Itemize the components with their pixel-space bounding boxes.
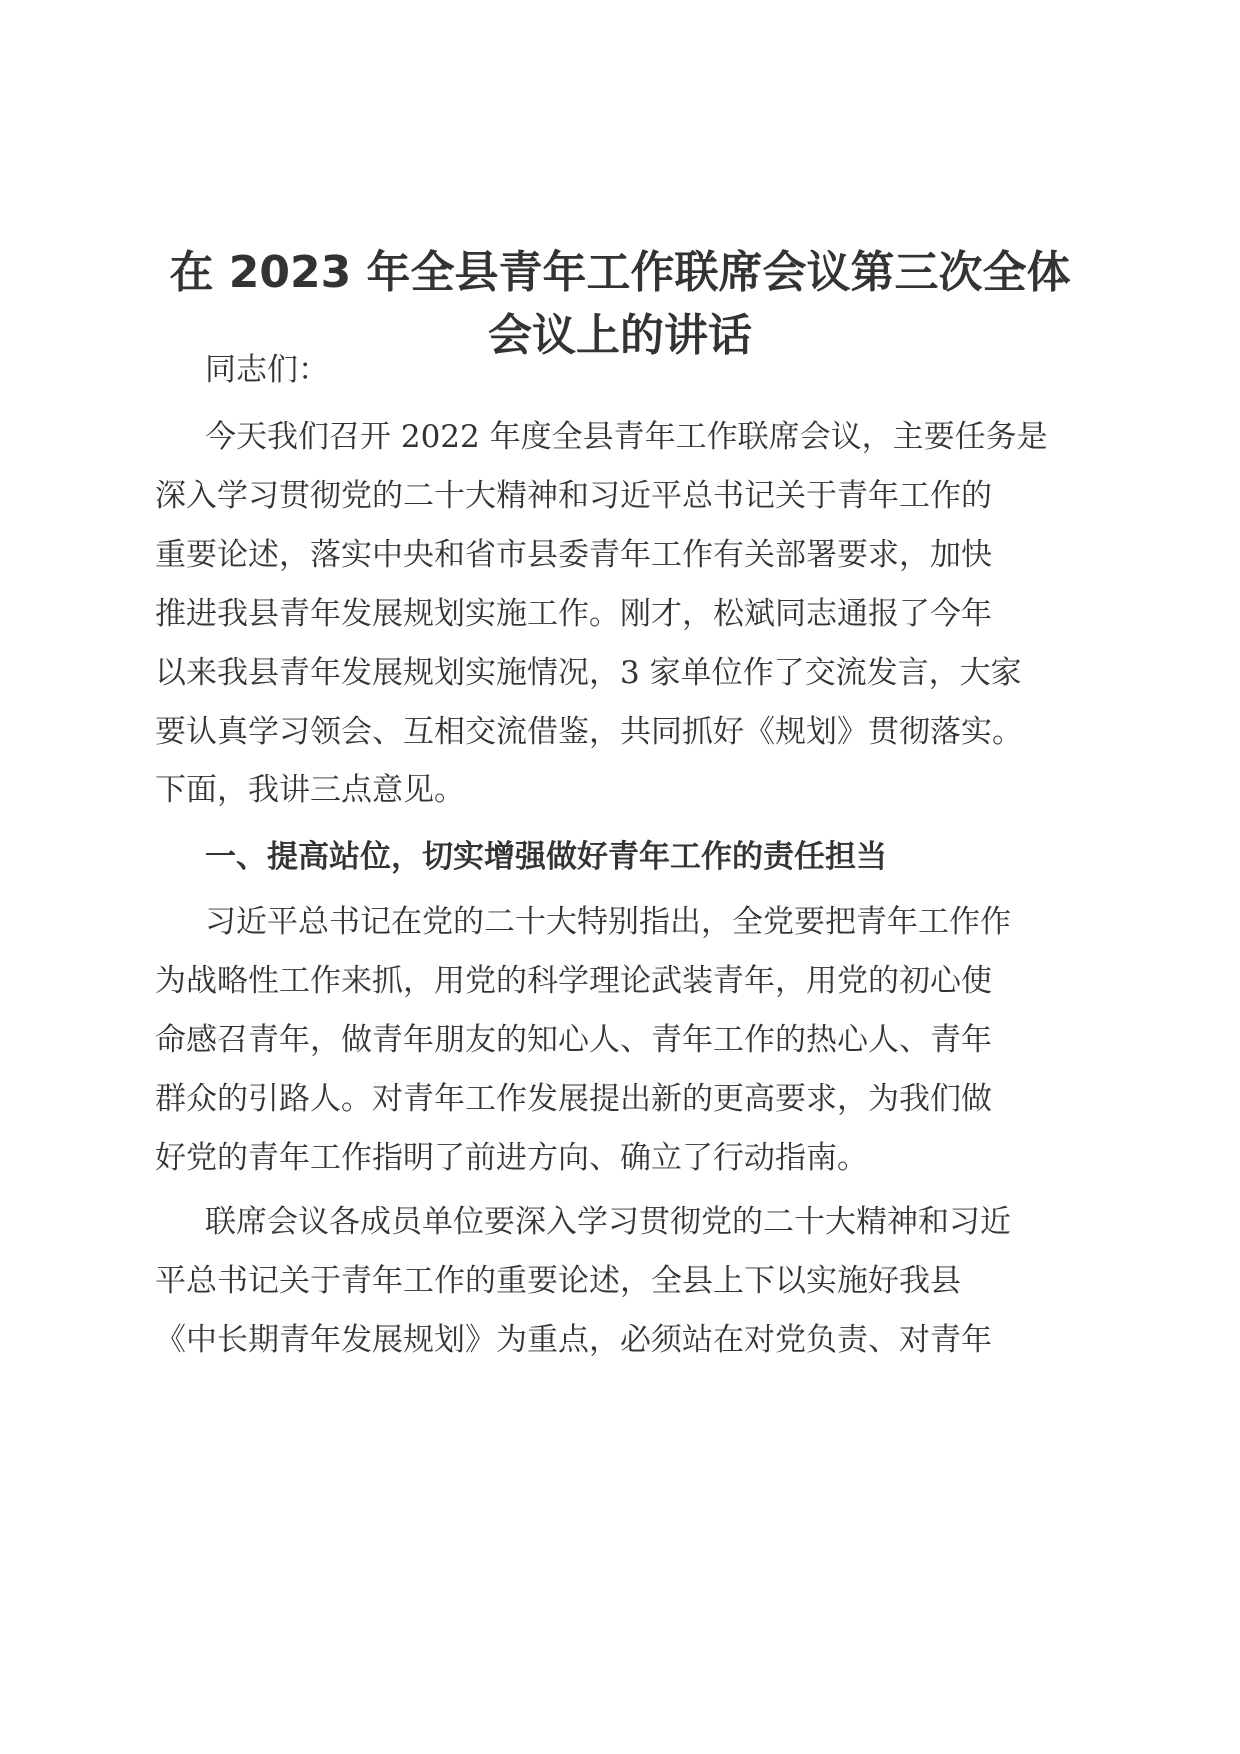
document-title-line-1: 在 2023 年全县青年工作联席会议第三次全体	[169, 247, 1071, 298]
para3-line: 《中长期青年发展规划》为重点，必须站在对党负责、对青年	[155, 1322, 992, 1358]
para3-line: 平总书记关于青年工作的重要论述，全县上下以实施好我县	[155, 1263, 961, 1299]
para2-line: 群众的引路人。对青年工作发展提出新的更高要求，为我们做	[155, 1081, 992, 1117]
para3-line: 联席会议各成员单位要深入学习贯彻党的二十大精神和习近	[205, 1204, 1011, 1240]
salutation: 同志们：	[205, 352, 329, 388]
para1-line: 深入学习贯彻党的二十大精神和习近平总书记关于青年工作的	[155, 478, 992, 514]
para1-line: 今天我们召开 2022 年度全县青年工作联席会议，主要任务是	[205, 419, 1048, 455]
para1-line: 重要论述，落实中央和省市县委青年工作有关部署要求，加快	[155, 537, 992, 573]
para2-line: 习近平总书记在党的二十大特别指出，全党要把青年工作作	[205, 904, 1011, 940]
para1-line: 要认真学习领会、互相交流借鉴，共同抓好《规划》贯彻落实。	[155, 714, 1023, 750]
para2-line: 命感召青年，做青年朋友的知心人、青年工作的热心人、青年	[155, 1022, 992, 1058]
para2-line: 为战略性工作来抓，用党的科学理论武装青年，用党的初心使	[155, 963, 992, 999]
section-heading-1: 一、提高站位，切实增强做好青年工作的责任担当	[205, 839, 887, 875]
para1-line: 推进我县青年发展规划实施工作。刚才，松斌同志通报了今年	[155, 596, 992, 632]
document-title-line-2: 会议上的讲话	[488, 310, 752, 361]
para1-line: 以来我县青年发展规划实施情况，3 家单位作了交流发言，大家	[155, 655, 1022, 691]
para1-line: 下面，我讲三点意见。	[155, 772, 465, 808]
para2-line: 好党的青年工作指明了前进方向、确立了行动指南。	[155, 1140, 868, 1176]
